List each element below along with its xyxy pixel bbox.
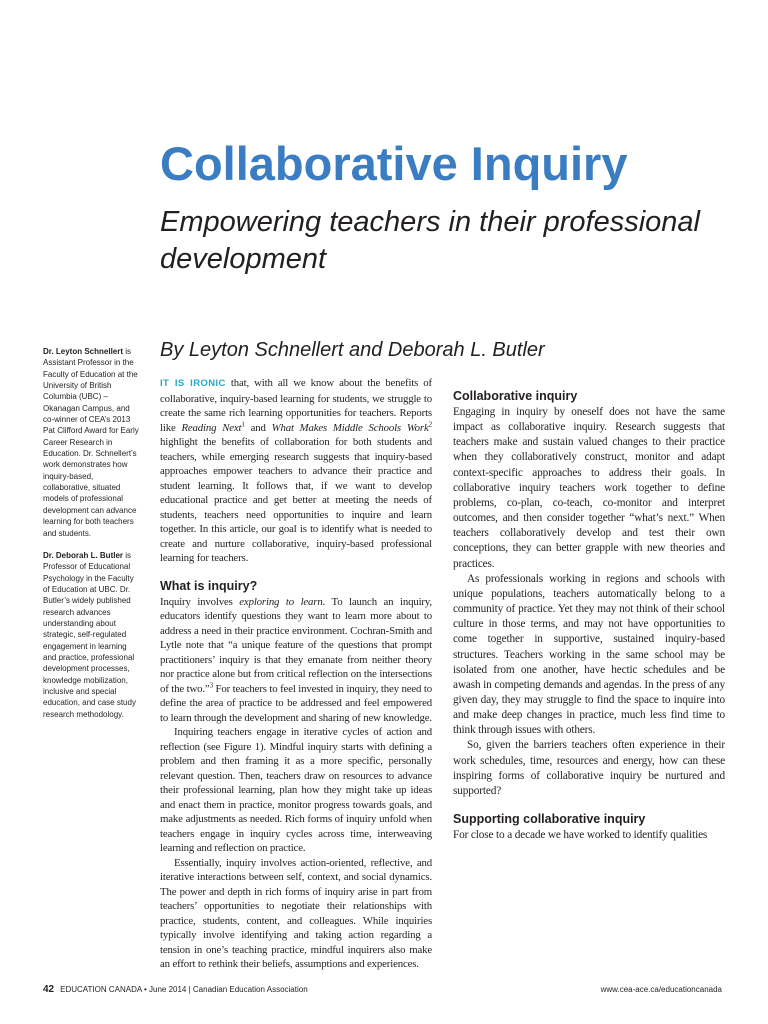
footer-url[interactable]: www.cea-ace.ca/educationcanada xyxy=(600,985,722,994)
page-footer xyxy=(43,983,722,997)
issue-info: • June 2014 | Canadian Education Association xyxy=(141,985,308,994)
lead-in: IT IS IRONIC xyxy=(160,378,226,389)
article-title: Collaborative Inquiry xyxy=(160,137,628,190)
body-paragraph: So, given the barriers teachers often experience in their work schedules, time, resources and energy, how can these inspiring forms of collaborative inquiry be nurtured and supported? xyxy=(453,739,725,797)
footnote-ref: 1 xyxy=(241,419,245,428)
author-bios xyxy=(43,346,141,731)
body-paragraph xyxy=(160,595,432,726)
body-paragraph: Inquiring teachers engage in iterative cycles of action and reflection (see Figure 1). Mindful inquiry starts with defining a problem and then framing it as a more specific, personally relevant question. Then, teachers draw on resources to advance their professional learning, plan how they might take up ideas and enact them in practice, monitor progress towards goals, and make adjustments as needed. Rich forms of inquiry unfold when teachers engage in inquiry cycles across time, interweaving learning and reflection on practice. xyxy=(160,726,432,854)
author-bio-butler xyxy=(43,550,141,720)
body-paragraph: As professionals working in regions and schools with unique populations, teachers automatically belong to a community of practice. Yet they may not think of their school culture in those terms, and may not have opportunities to come together in supportive, sustained inquiry-based structures. Teachers working in the same school may be isolated from one another, have hectic schedules and be awash in competing demands and agendas. In the press of any given day, they may struggle to find the space to inquire into and make deep changes in practice, much less find time to think through issues with others. xyxy=(453,572,725,737)
page-number: 42 xyxy=(43,984,55,995)
body-text: that, with all we know about the benefits of collaborative, inquiry-based learning for students, we struggle to create the same rich learning opportunities for teachers. Reports like xyxy=(160,377,432,434)
body-text: Inquiry involves xyxy=(160,595,240,608)
author-bio-text: is Professor of Educational Psychology in the Faculty of Education at UBC. Dr. Butler’s widely published research advances understanding about strategic, self-regulated engagement in learning and practice, professional development processes, knowledge mobilization, inclusive and special education, and case study research methodology. xyxy=(43,550,136,719)
report-title: Reading Next xyxy=(181,421,242,434)
body-text: . To launch an inquiry, educators identify questions they want to learn more about to address a need in their practice environment. Cochran-Smith and Lytle note that “a unique feature of the questions that prompt practitioners’ inquiry is that they emanate from neither theory nor practice alone but from critical reflection on the intersections of the two.” xyxy=(160,595,432,695)
report-title: What Makes Middle Schools Work xyxy=(271,421,429,434)
footnote-ref: 3 xyxy=(209,680,213,689)
body-text: highlight the benefits of collaboration for both students and teachers, while emerging research suggests that inquiry-based approaches empower teachers to advance their practice and student learning. It follows that, if we want to develop educational practice and get better at meeting the needs of students, teachers need opportunities to inquire and learn together. In this article, our goal is to identify what is needed to create and nurture collaborative, inquiry-based professional learning for teachers. xyxy=(160,436,432,564)
author-bio-text: is Assistant Professor in the Faculty of Education at the University of British Columbia (UBC) – Okanagan Campus, and co-winner of CEA’s 2013 Pat Clifford Award for Early Career Research in Education. Dr. Schnellert’s work demonstrates how inquiry-based, collaborative, situated models of professional development can advance learning for both teachers and students. xyxy=(43,347,139,538)
body-paragraph: For close to a decade we have worked to identify qualities xyxy=(453,829,708,842)
footnote-ref: 2 xyxy=(428,419,432,428)
emphasis-text: exploring to learn xyxy=(239,595,323,608)
footer-publication-info xyxy=(43,983,308,997)
body-column-right xyxy=(453,376,725,843)
body-paragraph: Essentially, inquiry involves action-oriented, reflective, and iterative interactions between self, context, and social dynamics. The power and depth in rich forms of inquiry arise in part from teachers’ opportunities to negotiate their relationships with practice, students, content, and colleagues. While inquiries typically involve identifying and taking action regarding a tension in one’s teaching practice, mindful inquirers also make an effort to rethink their beliefs, assumptions and experiences. xyxy=(160,856,432,970)
body-paragraph: Engaging in inquiry by oneself does not have the same impact as collaborative inquiry. Research suggests that teachers make and sustain valued changes to their practice when they collaboratively construct, monitor and adapt context-specific approaches to address their goals. In collaborative inquiry teachers work together to define problems, co-plan, co-teach, co-monitor and interpret outcomes, and then consider together “what’s next.” When teachers collaboratively develop and test their own conceptions, they can better grapple with new theories and practices. xyxy=(453,406,725,570)
author-name: Dr. Leyton Schnellert xyxy=(43,347,124,356)
section-heading-collaborative-inquiry: Collaborative inquiry xyxy=(453,389,578,403)
body-paragraph xyxy=(160,376,432,566)
body-column-left xyxy=(160,376,432,972)
publication-name: EDUCATION CANADA xyxy=(60,985,142,994)
author-bio-schnellert xyxy=(43,346,141,539)
article-byline: By Leyton Schnellert and Deborah L. Butler xyxy=(160,339,545,361)
section-heading-what-is-inquiry: What is inquiry? xyxy=(160,578,258,593)
body-text: and xyxy=(244,421,272,434)
body-text: For teachers to feel invested in inquiry, they need to define the area of practice to be addressed and feel empowered to learn through the development and sharing of new knowledge. xyxy=(160,682,432,724)
author-name: Dr. Deborah L. Butler xyxy=(43,550,124,560)
section-heading-supporting-collaborative-inquiry: Supporting collaborative inquiry xyxy=(453,812,646,827)
article-subtitle: Empowering teachers in their professional development xyxy=(160,206,700,275)
